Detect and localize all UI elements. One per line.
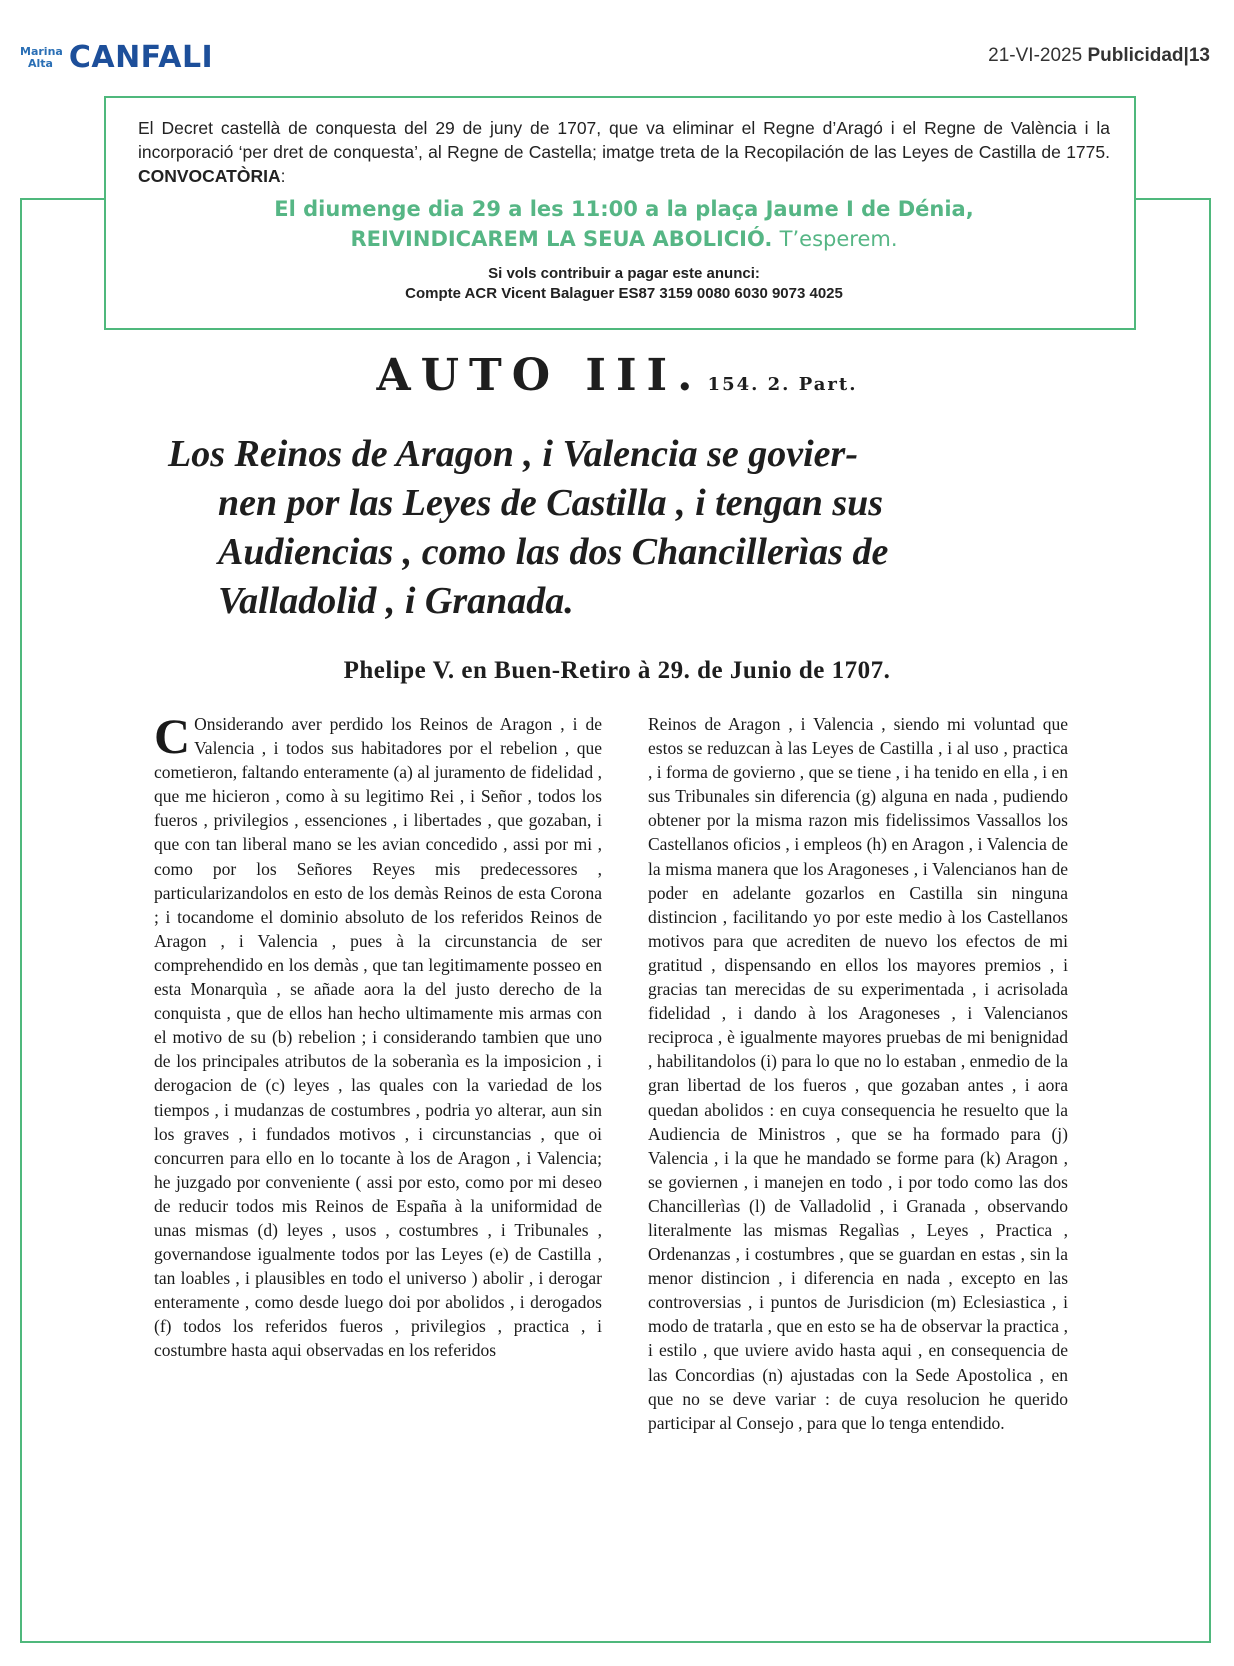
convocatoria-colon: : <box>280 166 286 186</box>
auto-reference: 154. 2. Part. <box>707 374 858 395</box>
document-subtitle <box>168 430 1068 626</box>
convocatoria-block <box>138 194 1110 254</box>
logo-title: CANFALI <box>68 40 214 75</box>
subtitle-line: Valladolid , i Granada. <box>218 580 574 622</box>
logo-small-line-2: Alta <box>28 56 53 70</box>
contribution-info <box>138 264 1110 304</box>
page-header <box>0 0 1234 110</box>
decree-text-left-column <box>154 708 602 1363</box>
convocatoria-line-2 <box>138 224 1110 254</box>
subtitle-line: Audiencias , como las dos Chancillerìas de <box>218 531 889 573</box>
subtitle-line: nen por las Leyes de Castilla , i tengan sus <box>218 482 884 524</box>
logo-small-line-1: Marina <box>20 44 63 58</box>
contribution-text: Si vols contribuir a pagar este anunci: <box>488 265 760 282</box>
page-number: 13 <box>1188 45 1210 66</box>
intro-text: El Decret castellà de conquesta del 29 de juny de 1707, que va eliminar el Regne d’Aragó i el Regne de València i la incorporació ‘per dret de conquesta’, al Regne de Castella; imatge treta de la Recopilación de las Leyes de Castilla de 1775. <box>138 118 1110 162</box>
convocatoria-line-1: El diumenge dia 29 a les 11:00 a la plaça Jaume I de Dénia, <box>274 197 974 221</box>
section-name: Publicidad <box>1087 45 1184 66</box>
document-title <box>0 350 1234 401</box>
announcement-intro <box>138 116 1110 188</box>
bank-account: Compte ACR Vicent Balaguer ES87 3159 0080 6030 9073 4025 <box>405 285 843 302</box>
issue-date: 21-VI-2025 <box>988 45 1083 66</box>
convocatoria-claim: REIVINDICAREM LA SEUA ABOLICIÓ. <box>350 227 773 251</box>
convocatoria-label: CONVOCATÒRIA <box>138 166 281 186</box>
decree-text-right-column: Reinos de Aragon , i Valencia , siendo mi voluntad que estos se reduzcan à las Leyes de Castilla , i al uso , practica , i forma de govierno , que se tiene , i ha tenido en ella , i en sus Tribunales sin diferencia (g) alguna en nada , pudiendo obtener por la misma razon mis fidelissimos Vassallos los Castellanos oficios , i empleos (h) en Aragon , i Valencia de la misma manera que los Aragoneses , i Valencianos han de poder en adelante gozarlos en Castilla sin ninguna distincion , facilitando yo por este medio à los Castellanos motivos para que acrediten de nuevo los efectos de mi gratitud , dispensando en ellos los mayores premios , i gracias tan merecidas de su experimentada , i acrisolada fidelidad , i dando à los Aragoneses , i Valencianos reciproca , è igualmente mayores pruebas de mi benignidad , habilitandolos (i) para lo que no lo estaban , enmedio de la gran libertad de los fueros , que gozaban antes , i aora quedan abolidos : en cuya consequencia he resuelto que la Audiencia de Ministros , que se ha formado para (j) Valencia , i la que he mandado se forme para (k) Aragon , se goviernen , i manejen en todo , i por todo como las dos Chancillerìas (l) de Valladolid , i Granada , observando literalmente las mismas Regalìas , Leyes , Practica , Ordenanzas , i costumbres , que se guardan en estas , sin la menor distincion , i diferencia en nada , excepto en las controversias , i puntos de Jurisdicion (m) Eclesiastica , i modo de tratarla , que en esto se ha de observar la practica , i estilo , que uviere avido hasta aqui , en consequencia de las Concordias (n) ajustadas con la Sede Apostolica , en que no se deve variar : de cuya resolucion he querido participar al Consejo , para que lo tenga entendido. <box>648 714 1068 1433</box>
page-info <box>988 45 1210 67</box>
decree-dateline: Phelipe V. en Buen-Retiro à 29. de Junio de 1707. <box>343 657 891 684</box>
convocatoria-invite: T’esperem. <box>779 227 898 251</box>
announcement-box <box>104 96 1136 330</box>
left-column-text: Onsiderando aver perdido los Reinos de Aragon , i de Valencia , i todos sus habitadores por el rebelion , que cometieron, faltando enteramente (a) al juramento de fidelidad , que me hicieron , como à su legitimo Rei , i Señor , todos los fueros , privilegios , essenciones , i libertades , que gozaban, i que con tan liberal mano se les avian concedido , assi por mi , como por los Señores Reyes mis predecessores , particularizandolos en esto de los demàs Reinos de esta Corona ; i tocandome el dominio absoluto de los referidos Reinos de Aragon , i Valencia , pues à la circunstancia de ser comprehendido en los demàs , que tan legitimamente posseo en esta Monarquìa , se añade aora la del justo derecho de la conquista , que de ellos han hecho ultimamente mis armas con el motivo de su (b) rebelion ; i considerando tambien que uno de los principales atributos de la soberanìa es la imposicion , i derogacion de (c) leyes , las quales con la variedad de los tiempos , i mudanzas de costumbres , podria yo alterar, aun sin los graves , i fundados motivos , i circunstancias , que oi concurren para ello en lo tocante à los de Aragon , i Valencia; he juzgado por conveniente ( assi por esto, como por mi deseo de reducir todos mis Reinos de España à la uniformidad de unas mismas (d) leyes , usos , costumbres , i Tribunales , governandose igualmente todos por las Leyes (e) de Castilla , tan loables , i plausibles en todo el universo ) abolir , i derogar enteramente , como desde luego doi por abolidos , i derogados (f) todos los referidos fueros , privilegios , practica , i costumbre hasta aqui observadas en los referidos <box>154 714 602 1361</box>
auto-title: AUTO III. <box>376 350 703 401</box>
logo-subtitle <box>20 46 63 70</box>
subtitle-line: Los Reinos de Aragon , i Valencia se govier- <box>168 433 858 475</box>
section-separator: | <box>1183 45 1189 66</box>
newspaper-logo[interactable] <box>20 40 213 75</box>
drop-cap: C <box>154 708 191 764</box>
